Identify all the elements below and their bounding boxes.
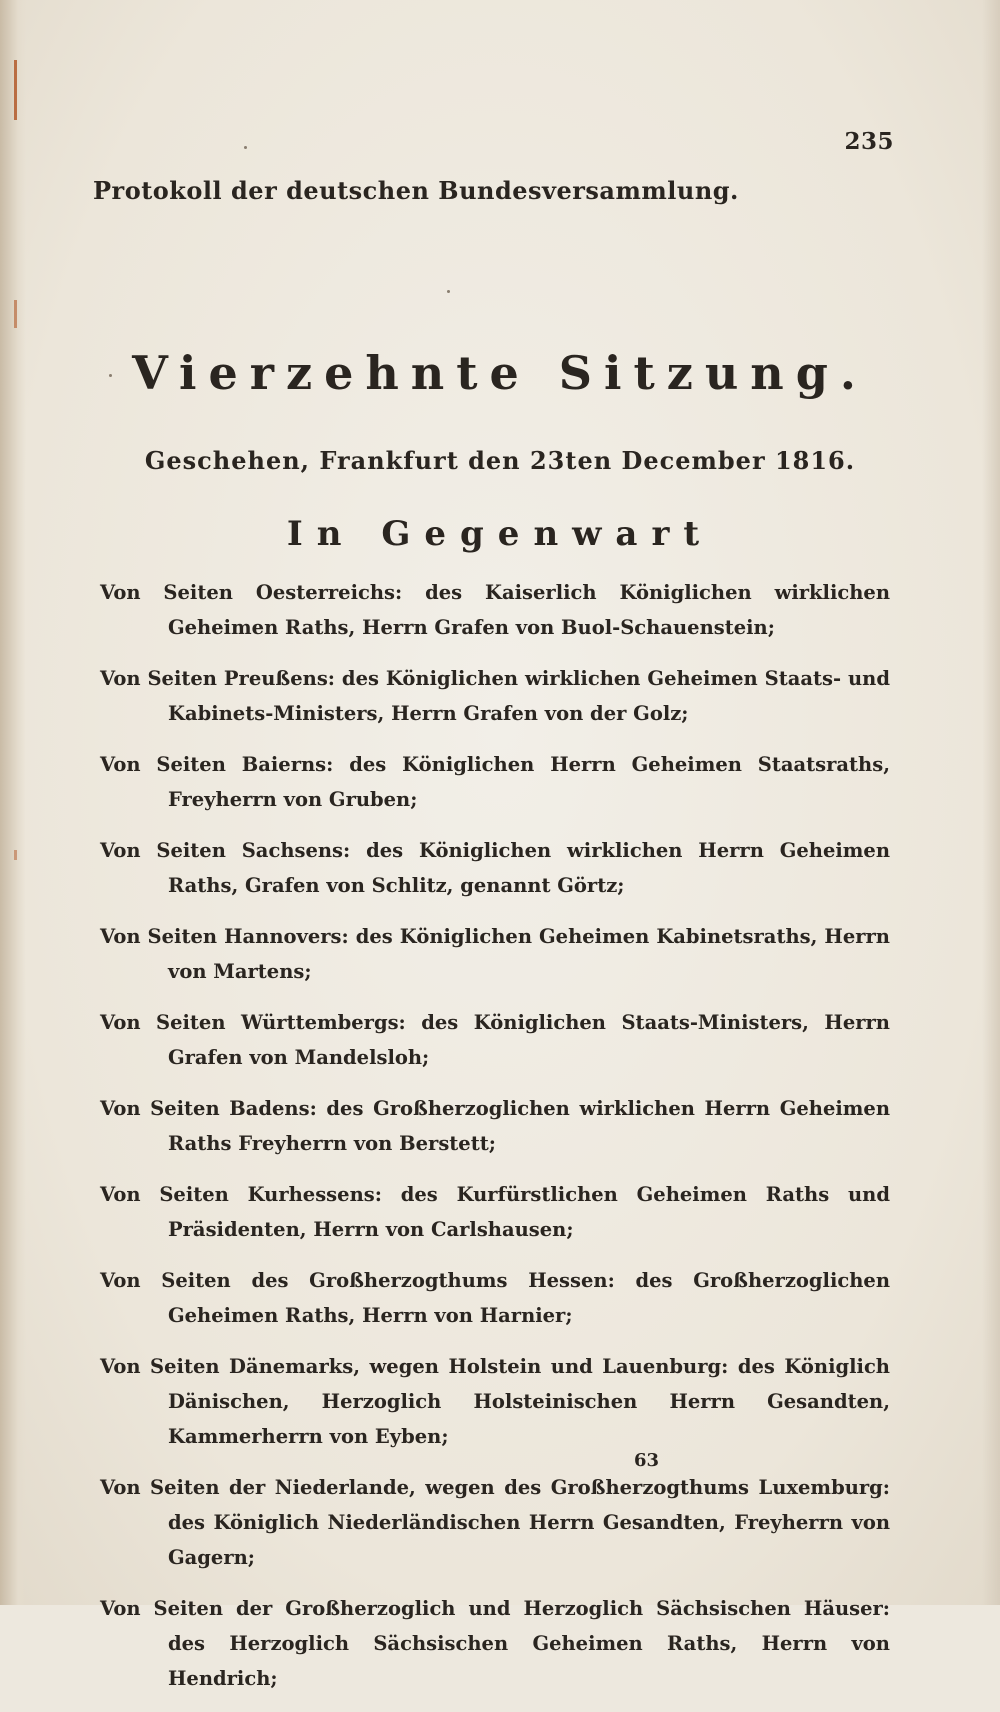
attendance-entry-saxon-houses: Von Seiten der Großherzoglich und Herzoglich Sächsischen Häuser: des Herzoglich Sächsischen Geheimen Raths, Herrn von Hendrich; xyxy=(100,1597,890,1690)
page-number: 235 xyxy=(844,128,894,155)
attendance-entry-prussia: Von Seiten Preußens: des Königlichen wirklichen Geheimen Staats- und Kabinets-Ministers, Herrn Grafen von der Golz; xyxy=(100,667,890,725)
session-title: Vierzehnte Sitzung. xyxy=(132,346,868,400)
presence-heading: In Gegenwart xyxy=(286,514,714,554)
attendance-entry-saxony: Von Seiten Sachsens: des Königlichen wirklichen Herrn Geheimen Raths, Grafen von Schlitz, genannt Görtz; xyxy=(100,839,890,897)
attendance-entry-baden: Von Seiten Badens: des Großherzoglichen wirklichen Herrn Geheimen Raths Freyherrn von Berstett; xyxy=(100,1097,890,1155)
print-speck xyxy=(244,146,247,149)
attendance-entry-austria: Von Seiten Oesterreichs: des Kaiserlich Königlichen wirklichen Geheimen Raths, Herrn Grafen von Buol-Schauenstein; xyxy=(100,581,890,639)
print-speck xyxy=(447,290,450,293)
printer-signature: 63 xyxy=(634,1450,660,1471)
attendance-entry-electoral-hesse: Von Seiten Kurhessens: des Kurfürstlichen Geheimen Raths und Präsidenten, Herrn von Carlshausen; xyxy=(100,1183,890,1241)
dateline: Geschehen, Frankfurt den 23ten December 1816. xyxy=(144,446,856,475)
margin-stain xyxy=(14,850,17,860)
attendance-entry-bavaria: Von Seiten Baierns: des Königlichen Herrn Geheimen Staatsraths, Freyherrn von Gruben; xyxy=(100,753,890,811)
attendance-entry-netherlands: Von Seiten der Niederlande, wegen des Großherzogthums Luxemburg: des Königlich Niederländischen Herrn Gesandten, Freyherrn von Gagern; xyxy=(100,1476,890,1569)
attendance-entry-denmark: Von Seiten Dänemarks, wegen Holstein und Lauenburg: des Königlich Dänischen, Herzoglich Holsteinischen Herrn Gesandten, Kammerherrn von Eyben; xyxy=(100,1355,890,1448)
attendance-entry-hanover: Von Seiten Hannovers: des Königlichen Geheimen Kabinetsraths, Herrn von Martens; xyxy=(100,925,890,983)
attendance-entry-wurttemberg: Von Seiten Württembergs: des Königlichen Staats-Ministers, Herrn Grafen von Mandelsloh; xyxy=(100,1011,890,1069)
margin-stain xyxy=(14,60,17,120)
attendance-entry-grand-duchy-hesse: Von Seiten des Großherzogthums Hessen: des Großherzoglichen Geheimen Raths, Herrn von Harnier; xyxy=(100,1269,890,1327)
running-head: Protokoll der deutschen Bundesversammlung. xyxy=(93,176,739,205)
margin-stain xyxy=(14,300,17,328)
attendance-list xyxy=(100,575,890,1712)
